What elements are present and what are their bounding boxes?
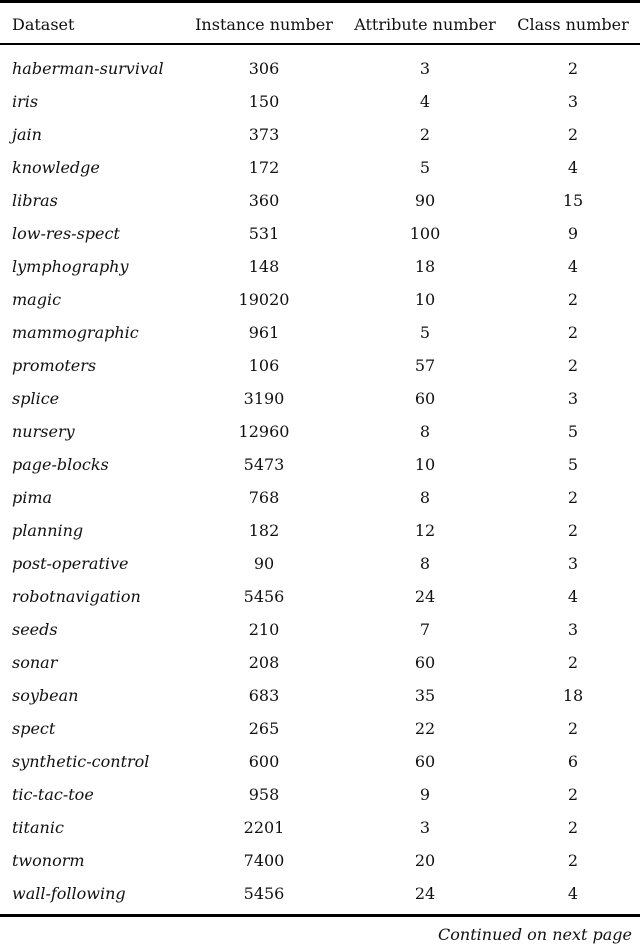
class-number: 3	[567, 389, 579, 408]
class-number: 4	[567, 587, 579, 606]
class-number: 5	[567, 455, 579, 474]
attribute-number: 18	[414, 257, 436, 276]
table-row	[0, 415, 640, 448]
instance-number: 306	[248, 59, 280, 78]
attribute-number: 60	[414, 653, 436, 672]
class-number: 2	[567, 488, 579, 507]
class-number: 4	[567, 158, 579, 177]
class-number: 3	[567, 554, 579, 573]
instance-number: 182	[248, 521, 280, 540]
instance-number: 150	[248, 92, 280, 111]
dataset-name: pima	[12, 488, 53, 507]
attribute-number: 8	[419, 422, 431, 441]
table-row	[0, 646, 640, 679]
table-row	[0, 118, 640, 151]
table-row	[0, 217, 640, 250]
class-number: 18	[562, 686, 584, 705]
class-number: 2	[567, 290, 579, 309]
attribute-number: 2	[419, 125, 431, 144]
header-class-number: Class number	[517, 15, 629, 34]
attribute-number: 7	[419, 620, 431, 639]
instance-number: 12960	[238, 422, 290, 441]
table-row	[0, 250, 640, 283]
attribute-number: 24	[414, 884, 436, 903]
attribute-number: 90	[414, 191, 436, 210]
table-row	[0, 877, 640, 910]
attribute-number: 9	[419, 785, 431, 804]
class-number: 2	[567, 719, 579, 738]
instance-number: 106	[248, 356, 280, 375]
class-number: 2	[567, 653, 579, 672]
instance-number: 958	[248, 785, 280, 804]
class-number: 2	[567, 356, 579, 375]
instance-number: 90	[253, 554, 275, 573]
class-number: 2	[567, 521, 579, 540]
continued-note: Continued on next page	[438, 925, 632, 944]
table-row	[0, 283, 640, 316]
attribute-number: 3	[419, 818, 431, 837]
dataset-name: haberman-survival	[12, 59, 164, 78]
dataset-name: knowledge	[12, 158, 100, 177]
attribute-number: 60	[414, 752, 436, 771]
table-row	[0, 712, 640, 745]
table-row	[0, 52, 640, 85]
table-row	[0, 844, 640, 877]
table-row	[0, 316, 640, 349]
class-number: 6	[567, 752, 579, 771]
dataset-name: lymphography	[12, 257, 129, 276]
dataset-name: post-operative	[12, 554, 129, 573]
dataset-name: soybean	[12, 686, 79, 705]
class-number: 5	[567, 422, 579, 441]
dataset-name: planning	[12, 521, 84, 540]
instance-number: 2201	[243, 818, 285, 837]
instance-number: 768	[248, 488, 280, 507]
instance-number: 265	[248, 719, 280, 738]
attribute-number: 100	[409, 224, 441, 243]
dataset-name: robotnavigation	[12, 587, 141, 606]
attribute-number: 5	[419, 158, 431, 177]
class-number: 2	[567, 125, 579, 144]
dataset-name: page-blocks	[12, 455, 109, 474]
dataset-name: iris	[12, 92, 39, 111]
attribute-number: 4	[419, 92, 431, 111]
table-row	[0, 349, 640, 382]
attribute-number: 60	[414, 389, 436, 408]
class-number: 9	[567, 224, 579, 243]
table-row	[0, 184, 640, 217]
dataset-name: seeds	[12, 620, 58, 639]
instance-number: 961	[248, 323, 280, 342]
table-row	[0, 85, 640, 118]
table-row	[0, 613, 640, 646]
table-row	[0, 514, 640, 547]
class-number: 2	[567, 59, 579, 78]
attribute-number: 35	[414, 686, 436, 705]
class-number: 2	[567, 323, 579, 342]
attribute-number: 10	[414, 455, 436, 474]
attribute-number: 5	[419, 323, 431, 342]
dataset-name: tic-tac-toe	[12, 785, 94, 804]
dataset-name: wall-following	[12, 884, 126, 903]
header-instance-number: Instance number	[195, 15, 333, 34]
dataset-name: spect	[12, 719, 56, 738]
attribute-number: 22	[414, 719, 436, 738]
instance-number: 531	[248, 224, 280, 243]
dataset-name: splice	[12, 389, 60, 408]
dataset-name: synthetic-control	[12, 752, 150, 771]
dataset-name: nursery	[12, 422, 75, 441]
header-dataset: Dataset	[12, 15, 75, 34]
class-number: 15	[562, 191, 584, 210]
class-number: 2	[567, 851, 579, 870]
class-number: 2	[567, 818, 579, 837]
instance-number: 373	[248, 125, 280, 144]
instance-number: 148	[248, 257, 280, 276]
dataset-name: magic	[12, 290, 62, 309]
instance-number: 600	[248, 752, 280, 771]
class-number: 3	[567, 92, 579, 111]
instance-number: 5456	[243, 884, 285, 903]
attribute-number: 57	[414, 356, 436, 375]
table-row	[0, 382, 640, 415]
dataset-name: twonorm	[12, 851, 85, 870]
attribute-number: 24	[414, 587, 436, 606]
instance-number: 5456	[243, 587, 285, 606]
dataset-name: libras	[12, 191, 58, 210]
dataset-name: promoters	[12, 356, 97, 375]
top-rule	[0, 0, 640, 3]
table-row	[0, 778, 640, 811]
bottom-rule	[0, 914, 640, 917]
table-row	[0, 745, 640, 778]
table-row	[0, 151, 640, 184]
attribute-number: 10	[414, 290, 436, 309]
dataset-name: jain	[12, 125, 42, 144]
dataset-name: sonar	[12, 653, 58, 672]
attribute-number: 12	[414, 521, 436, 540]
header-rule	[0, 43, 640, 45]
table-row	[0, 481, 640, 514]
instance-number: 3190	[243, 389, 285, 408]
instance-number: 172	[248, 158, 280, 177]
attribute-number: 20	[414, 851, 436, 870]
class-number: 4	[567, 257, 579, 276]
instance-number: 683	[248, 686, 280, 705]
table-row	[0, 679, 640, 712]
instance-number: 360	[248, 191, 280, 210]
dataset-name: mammographic	[12, 323, 139, 342]
instance-number: 210	[248, 620, 280, 639]
instance-number: 19020	[238, 290, 290, 309]
class-number: 2	[567, 785, 579, 804]
instance-number: 5473	[243, 455, 285, 474]
dataset-name: titanic	[12, 818, 64, 837]
header-row	[0, 8, 640, 41]
class-number: 4	[567, 884, 579, 903]
instance-number: 7400	[243, 851, 285, 870]
header-attribute-number: Attribute number	[354, 15, 496, 34]
attribute-number: 8	[419, 488, 431, 507]
table-row	[0, 448, 640, 481]
table-row	[0, 547, 640, 580]
table-row	[0, 580, 640, 613]
table-row	[0, 811, 640, 844]
attribute-number: 8	[419, 554, 431, 573]
instance-number: 208	[248, 653, 280, 672]
class-number: 3	[567, 620, 579, 639]
dataset-name: low-res-spect	[12, 224, 120, 243]
attribute-number: 3	[419, 59, 431, 78]
